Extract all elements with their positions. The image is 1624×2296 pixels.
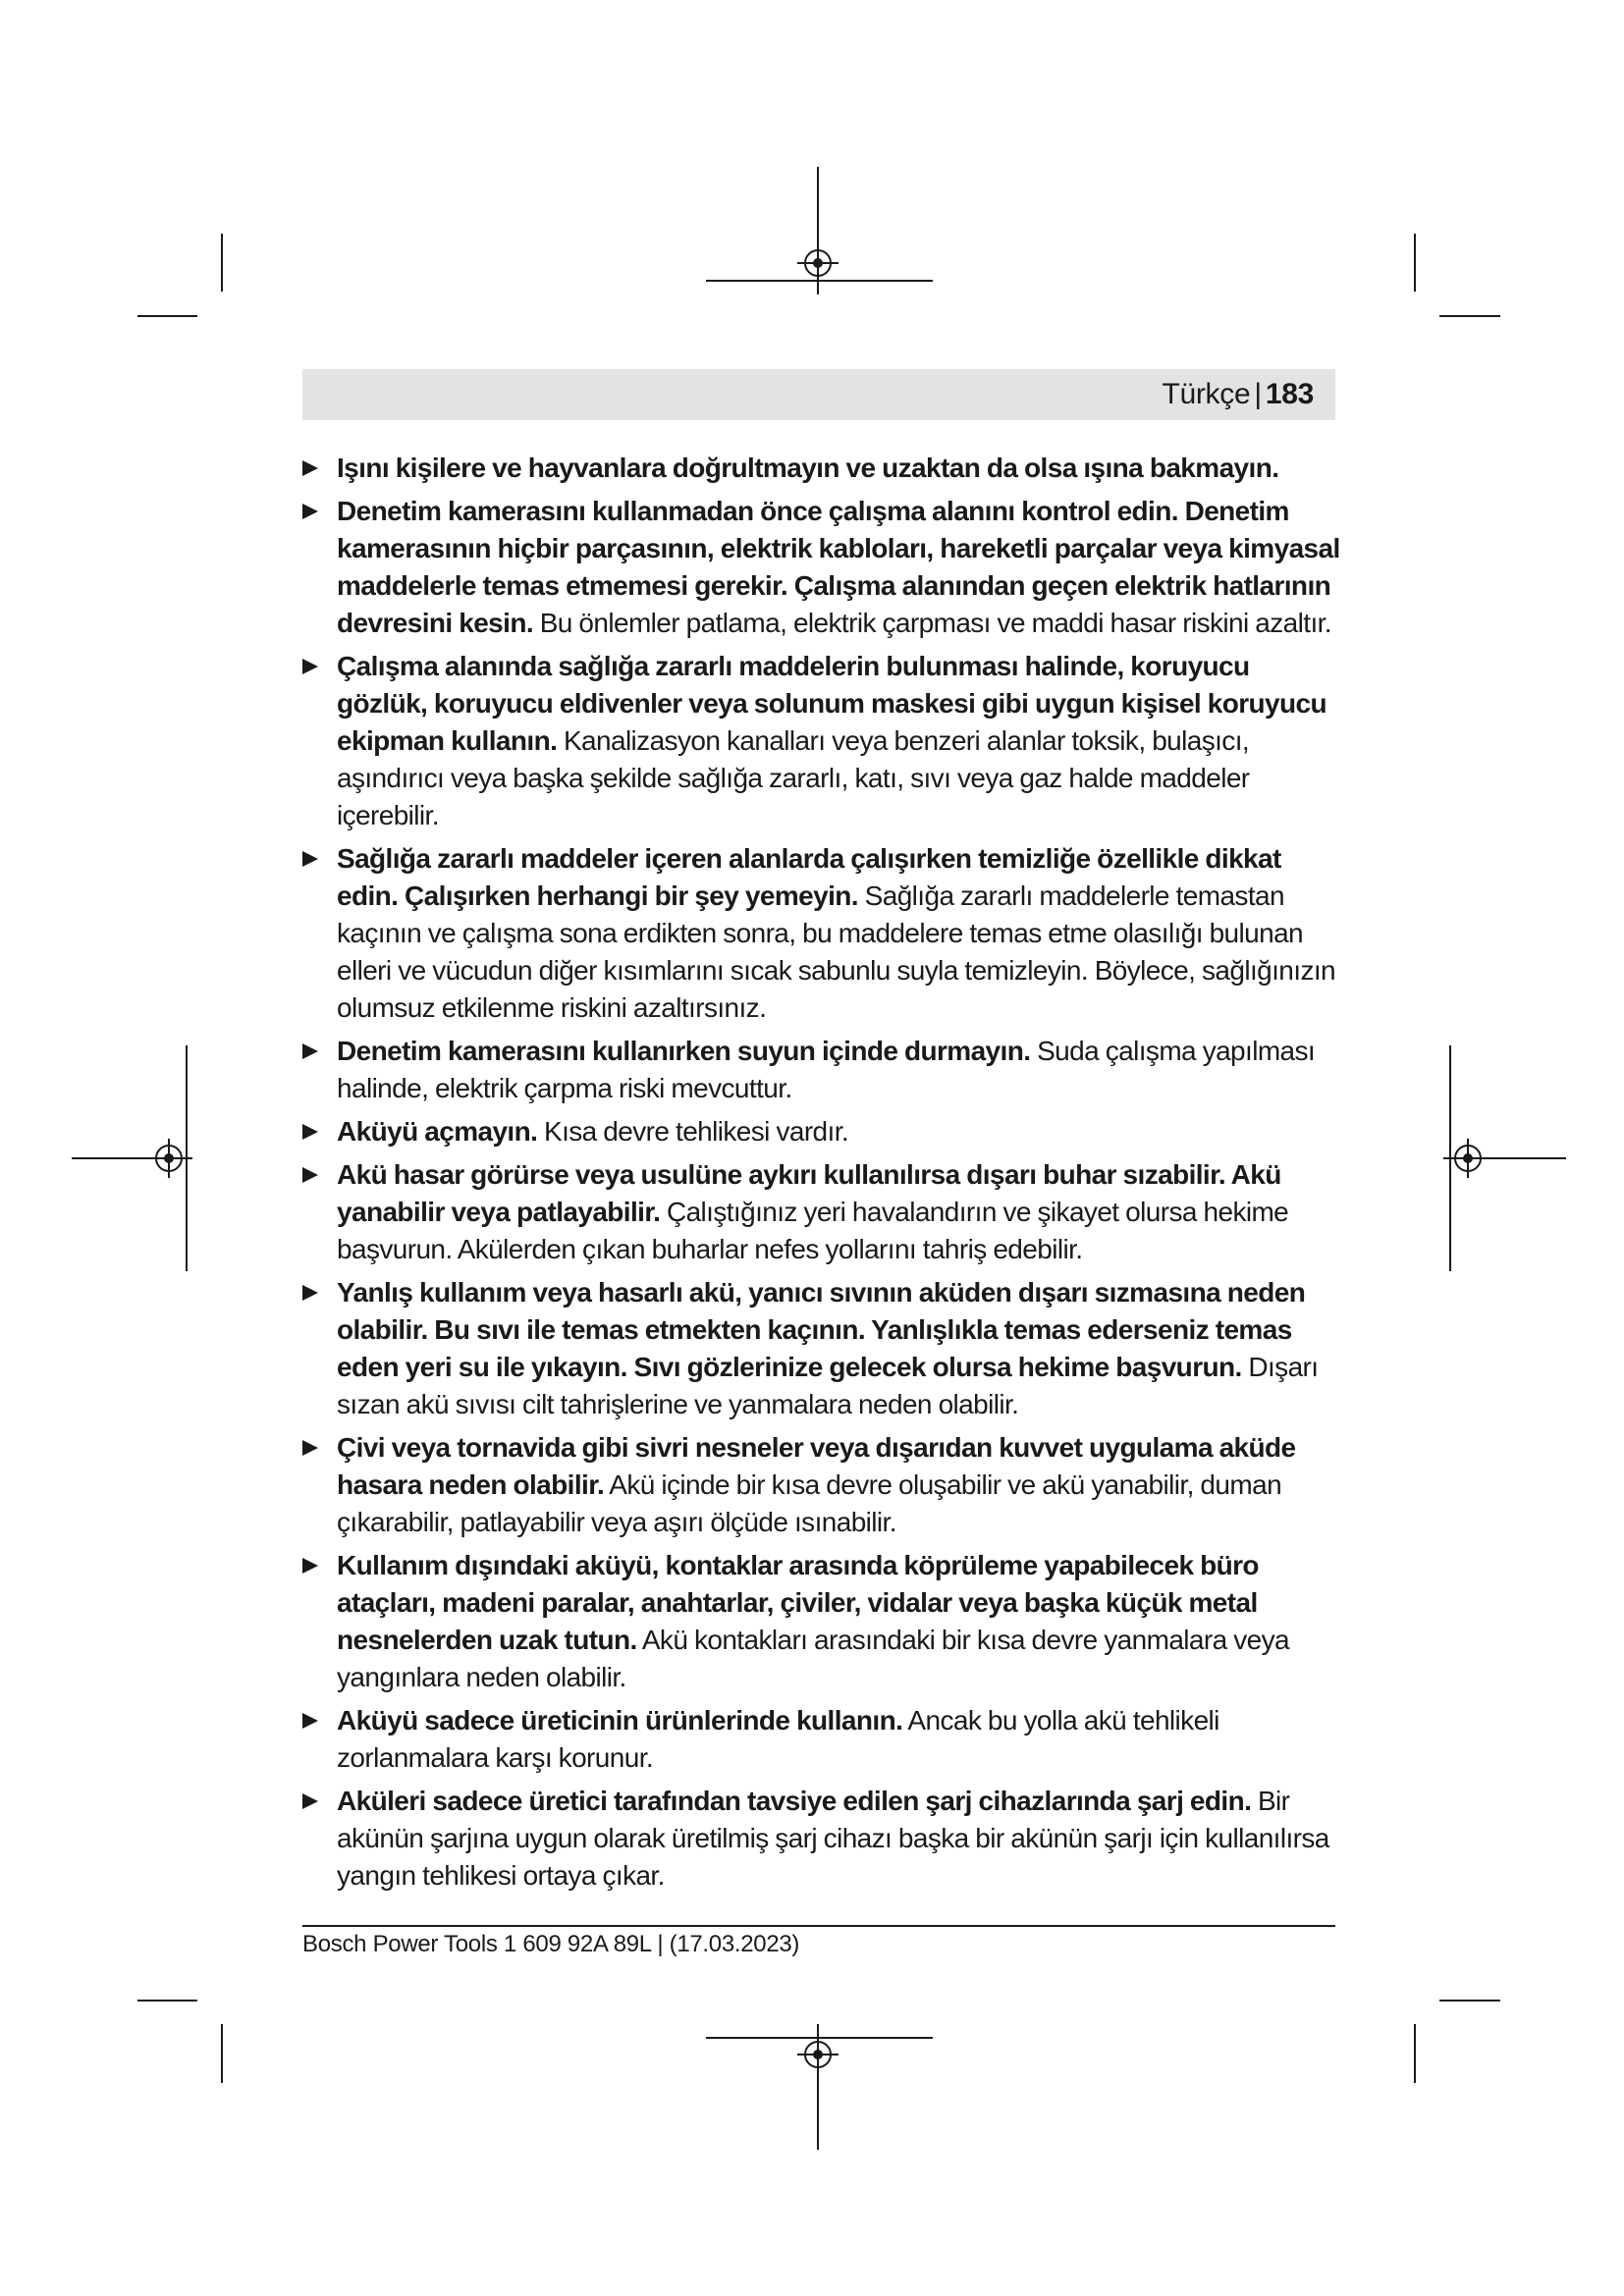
warning-bold-text: Çivi veya tornavida gibi sivri nesneler veya dışarıdan kuvvet uygulama aküde hasara neden olabilir. (337, 1432, 1296, 1500)
list-item (302, 1033, 1343, 1107)
bullet-triangle-icon (302, 1440, 318, 1456)
header-separator: | (1254, 378, 1262, 410)
list-item (302, 493, 1343, 642)
list-item (302, 1156, 1343, 1268)
list-item (302, 450, 1343, 487)
warning-plain-text: Kanalizasyon kanalları veya benzeri alanlar toksik, bulaşıcı, aşındırıcı veya başka şekilde sağlığa zararlı, katı, sıvı veya gaz halde maddeler içerebilir. (337, 725, 1250, 830)
list-item (302, 1429, 1343, 1541)
list-item (302, 1274, 1343, 1423)
warning-plain-text: Akü kontakları arasındaki bir kısa devre yanmalara veya yangınlara neden olabilir. (337, 1625, 1290, 1692)
bullet-triangle-icon (302, 659, 318, 674)
registration-mark-bottom (706, 2024, 933, 2150)
warning-bold-text: Akü hasar görürse veya usulüne aykırı kullanılırsa dışarı buhar sızabilir. Akü yanabilir veya patlayabilir. (337, 1159, 1281, 1227)
bullet-triangle-icon (302, 1793, 318, 1809)
bullet-triangle-icon (302, 851, 318, 867)
list-item (302, 1547, 1343, 1696)
header-language: Türkçe (1162, 378, 1251, 410)
registration-mark-top (706, 167, 933, 294)
warning-plain-text: Akü içinde bir kısa devre oluşabilir ve akü yanabilir, duman çıkarabilir, patlayabilir veya aşırı ölçüde ısınabilir. (337, 1469, 1282, 1537)
warning-bold-text: Aküyü açmayın. (337, 1116, 538, 1147)
safety-warnings-list (302, 450, 1343, 1900)
bullet-triangle-icon (302, 1713, 318, 1729)
list-item (302, 840, 1343, 1027)
warning-bold-text: Işını kişilere ve hayvanlara doğrultmayın ve uzaktan da olsa ışına bakmayın. (337, 453, 1279, 483)
list-item (302, 648, 1343, 834)
warning-plain-text: Dışarı sızan akü sıvısı cilt tahrişlerine ve yanmalara neden olabilir. (337, 1352, 1319, 1419)
warning-bold-text: Kullanım dışındaki aküyü, kontaklar arasında köprüleme yapabilecek büro ataçları, madeni paralar, anahtarlar, çiviler, vidalar veya başka küçük metal nesnelerden uzak tutun. (337, 1550, 1259, 1655)
warning-plain-text: Bu önlemler patlama, elektrik çarpması ve maddi hasar riskini azaltır. (533, 608, 1331, 638)
list-item (302, 1783, 1343, 1895)
page-number: 183 (1265, 378, 1314, 410)
registration-mark-right (1443, 1045, 1566, 1271)
warning-bold-text: Sağlığa zararlı maddeler içeren alanlarda çalışırken temizliğe özellikle dikkat edin. Çalışırken herhangi bir şey yemeyin. (337, 843, 1281, 911)
list-item (302, 1113, 1343, 1150)
header-text (1162, 379, 1314, 410)
warning-plain-text: Çalıştığınız yeri havalandırın ve şikayet olursa hekime başvurun. Akülerden çıkan buharlar nefes yollarını tahriş edebilir. (337, 1197, 1289, 1264)
warning-bold-text: Denetim kamerasını kullanırken suyun içinde durmayın. (337, 1036, 1031, 1066)
warning-bold-text: Aküyü sadece üreticinin ürünlerinde kullanın. (337, 1705, 903, 1735)
footer-text: Bosch Power Tools 1 609 92A 89L | (17.03.2023) (302, 1931, 800, 1957)
bullet-triangle-icon (302, 1043, 318, 1059)
warning-plain-text: Ancak bu yolla akü tehlikeli zorlanmalara karşı korunur. (337, 1705, 1219, 1773)
warning-bold-text: Aküleri sadece üretici tarafından tavsiye edilen şarj cihazlarında şarj edin. (337, 1786, 1252, 1816)
warning-bold-text: Yanlış kullanım veya hasarlı akü, yanıcı sıvının aküden dışarı sızmasına neden olabilir. Bu sıvı ile temas etmekten kaçının. Yanlışlıkla temas ederseniz temas eden yeri su ile yıkayın. Sıvı gözlerinize gelecek olursa hekime başvurun. (337, 1277, 1306, 1382)
list-item (302, 1702, 1343, 1777)
bullet-triangle-icon (302, 504, 318, 519)
warning-plain-text: Suda çalışma yapılması halinde, elektrik çarpma riski mevcuttur. (337, 1036, 1316, 1103)
bullet-triangle-icon (302, 1124, 318, 1140)
warning-plain-text: Bir akünün şarjına uygun olarak üretilmiş şarj cihazı başka bir akünün şarjı için kullanılırsa yangın tehlikesi ortaya çıkar. (337, 1786, 1329, 1891)
footer-divider (302, 1925, 1335, 1927)
bullet-triangle-icon (302, 1558, 318, 1574)
warning-bold-text: Denetim kamerasını kullanmadan önce çalışma alanını kontrol edin. Denetim kamerasının hiçbir parçasının, elektrik kabloları, hareketli parçalar veya kimyasal maddelerle temas etmemesi gerekir. Çalışma alanından geçen elektrik hatlarının devresini kesin. (337, 496, 1340, 638)
warning-plain-text: Sağlığa zararlı maddelerle temastan kaçının ve çalışma sona erdikten sonra, bu maddelere temas etme olasılığı bulunan elleri ve vücudun diğer kısımlarını sıcak sabunlu suyla temizleyin. Böylece, sağlığınızın olumsuz etkilenme riskini azaltırsınız. (337, 881, 1336, 1023)
bullet-triangle-icon (302, 1167, 318, 1183)
warning-plain-text: Kısa devre tehlikesi vardır. (537, 1116, 849, 1147)
bullet-triangle-icon (302, 1285, 318, 1301)
page-header (302, 369, 1335, 420)
warning-bold-text: Çalışma alanında sağlığa zararlı maddelerin bulunması halinde, koruyucu gözlük, koruyucu eldivenler veya solunum maskesi gibi uygun kişisel koruyucu ekipman kullanın. (337, 651, 1327, 756)
bullet-triangle-icon (302, 460, 318, 476)
registration-mark-left (72, 1045, 192, 1271)
